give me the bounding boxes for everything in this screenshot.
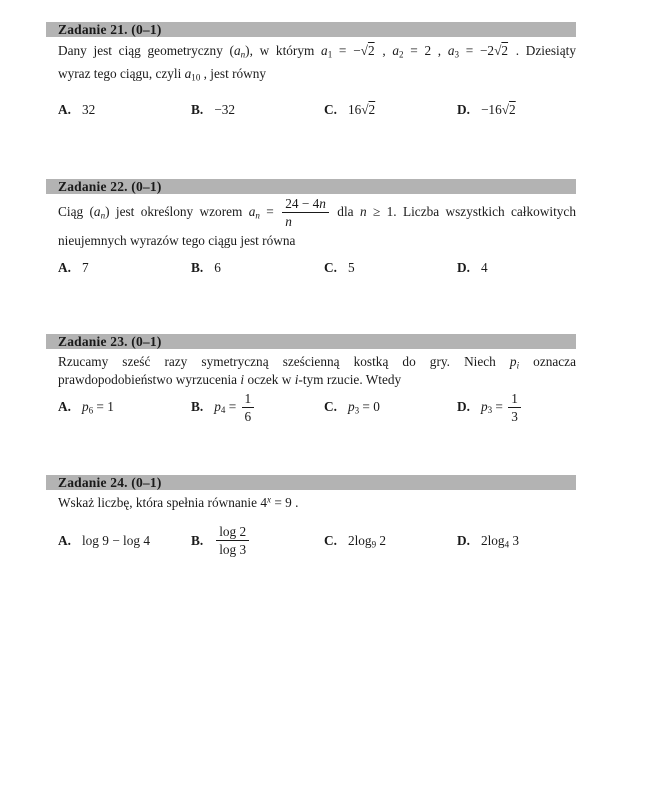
answer-value: 32	[81, 102, 96, 117]
question-22-text-line-1: Ciąg $(a_n)$ jest określony wzorem $a_n$ = $\frac{24 - 4n}{n}$ dla n ≥ 1. Liczba wszystkich całkowitych	[58, 196, 576, 230]
answer-letter: C.	[324, 532, 337, 548]
question-22-answer-d	[457, 258, 576, 278]
question-22-header-bar	[46, 179, 576, 194]
question-21-text-line-1: Dany jest ciąg geometryczny $(a_n)$, w którym $a_1 = -√2$ , $a_2 = 2$ , $a_3 = -2√2$ . Dziesiąty	[58, 43, 576, 60]
answer-letter: A.	[58, 259, 71, 275]
question-24-text-line-1: Wskaż liczbę, która spełnia równanie $4^x = 9$ .	[58, 494, 299, 511]
question-21-header-bar	[46, 22, 576, 37]
answer-value: 7	[81, 259, 89, 275]
question-22-answer-c	[324, 258, 457, 278]
question-22-answer-b	[191, 258, 324, 278]
answer-value: 6	[214, 259, 221, 275]
answer-value: −32	[214, 102, 235, 117]
question-23	[46, 334, 576, 425]
question-23-header-bar	[46, 334, 576, 349]
question-24-body	[58, 494, 576, 558]
answer-letter: C.	[324, 259, 337, 275]
question-23-header-text: Zadanie 23. (0–1)	[58, 333, 162, 349]
answer-value: $2\log_4$ 3	[480, 532, 520, 550]
answer-value: log 9 − log 4	[81, 532, 151, 548]
answer-letter: B.	[191, 102, 204, 117]
question-24-answers	[58, 524, 576, 558]
question-23-answer-a	[58, 397, 191, 417]
answer-letter: A.	[58, 102, 71, 117]
answer-letter: B.	[191, 399, 204, 415]
answer-value: 4	[480, 259, 488, 275]
question-23-text-line-1: Rzucamy sześć razy symetryczną sześcienną kostką do gry. Niech $p_i$ oznacza	[58, 353, 576, 370]
question-22-answers	[58, 258, 576, 278]
question-21-answer-c	[324, 100, 457, 120]
question-21-text-line-2: wyraz tego ciągu, czyli $a_{10}$ , jest równy	[58, 66, 267, 83]
answer-letter: C.	[324, 102, 337, 117]
question-22	[46, 179, 576, 278]
answer-value: $\frac{\log 2}{\log 3}$	[214, 524, 251, 558]
answer-letter: D.	[457, 102, 470, 117]
question-21-answer-a	[58, 100, 191, 120]
question-22-answer-a	[58, 258, 191, 278]
question-23-answer-b	[191, 391, 324, 425]
answer-letter: B.	[191, 259, 204, 275]
question-21-header-text: Zadanie 21. (0–1)	[58, 22, 162, 37]
question-23-body	[58, 353, 576, 425]
question-24-answer-b	[191, 524, 324, 558]
answer-value: $p_3$ = $\frac{1}{3}$	[481, 391, 523, 425]
answer-letter: D.	[457, 532, 470, 548]
answer-value: $p_4$ = $\frac{1}{6}$	[214, 391, 256, 425]
answer-value: 5	[347, 259, 355, 275]
answer-letter: D.	[457, 399, 470, 415]
question-24-answer-d	[457, 531, 576, 551]
question-23-text-line-2: prawdopodobieństwo wyrzucenia i oczek w i-tym rzucie. Wtedy	[58, 371, 402, 387]
answer-value: $p_3 = 0$	[347, 399, 380, 416]
question-23-answers	[58, 391, 576, 425]
answer-letter: C.	[324, 399, 337, 415]
answer-letter: A.	[58, 532, 71, 548]
question-23-answer-c	[324, 397, 457, 417]
question-22-body	[58, 196, 576, 278]
question-21-answer-d	[457, 100, 576, 120]
question-21-body	[58, 42, 576, 120]
question-24	[46, 475, 576, 558]
answer-value: $2\log_9$ 2	[347, 532, 387, 550]
question-22-header-text: Zadanie 22. (0–1)	[58, 179, 162, 194]
answer-value: 16√2	[347, 102, 376, 117]
question-21	[46, 22, 576, 120]
question-22-text-line-2: nieujemnych wyrazów tego ciągu jest równa	[58, 232, 296, 248]
question-24-answer-a	[58, 531, 191, 551]
answer-letter: A.	[58, 399, 71, 415]
question-21-answer-b	[191, 100, 324, 120]
question-24-answer-c	[324, 531, 457, 551]
question-24-header-bar	[46, 475, 576, 490]
question-24-header-text: Zadanie 24. (0–1)	[58, 475, 162, 491]
answer-letter: D.	[457, 259, 470, 275]
question-23-answer-d	[457, 391, 576, 425]
answer-value: −16√2	[480, 102, 516, 117]
question-21-answers	[58, 100, 576, 120]
answer-letter: B.	[191, 532, 204, 548]
answer-value: $p_6 = 1$	[81, 399, 114, 416]
